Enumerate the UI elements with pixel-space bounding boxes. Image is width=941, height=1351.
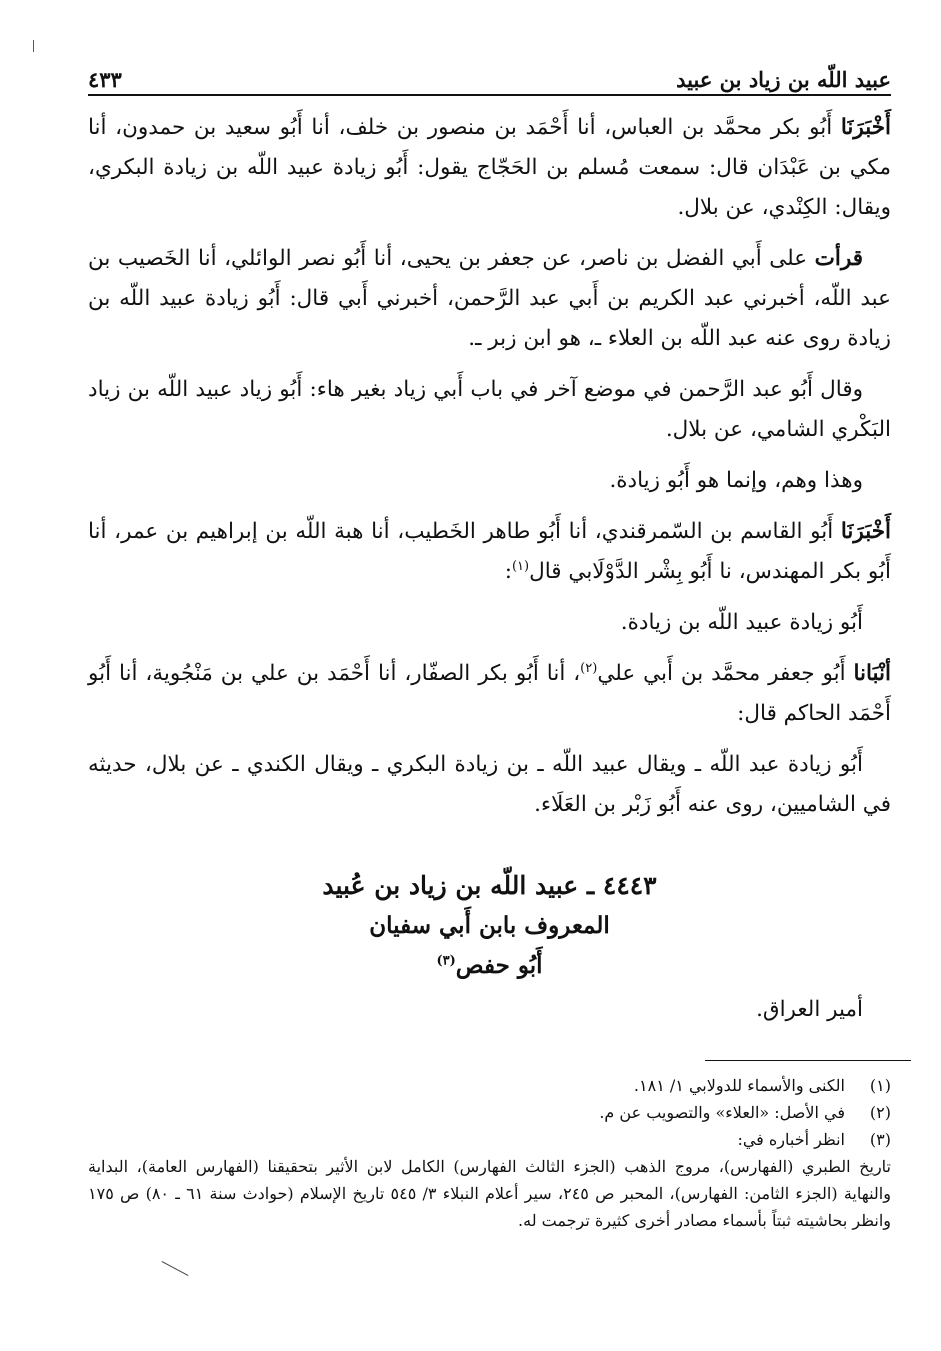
paragraph-text: أَبُو زيادة عبد اللّه ـ ويقال عبيد اللّه ـ بن زيادة البكري ـ ويقال الكندي ـ عن بلال، حديثه في الشاميين، روى عنه أَبُو زَبْر بن العَلَاء. [88,752,891,817]
paragraph-text: أَبُو القاسم بن السّمرقندي، أنا أَبُو طاهر الخَطيب، أنا هبة اللّه بن إبراهيم بن عمر، أنا أَبُو بكر المهندس، نا أَبُو بِشْر الدَّوْلَابي قال [88,519,891,584]
footnote-1 [88,1072,891,1099]
footnote-ref-1[interactable]: (١) [511,558,530,574]
footnote-rule [705,1060,911,1061]
footnote-2 [88,1099,891,1126]
margin-mark [33,40,34,52]
paragraph-2 [88,239,891,359]
paragraph-text: ، أنا أَبُو بكر الصفّار، أنا أَحْمَد بن علي بن مَنْجُوية، أنا أَبُو أَحْمَد الحاكم قال: [88,661,891,726]
footnote-text: في الأصل: «العلاء» والتصويب عن م. [599,1103,845,1122]
footnote-3 [88,1126,891,1153]
footnotes [88,1072,891,1234]
footnote-text: الكنى والأسماء للدولابي ١/ ١٨١. [633,1076,845,1095]
kunya-text: أَبُو حفص [455,952,543,979]
paragraph-1 [88,108,891,228]
running-title: عبيد اللّه بن زياد بن عبيد [676,67,891,92]
main-text [88,108,891,836]
paragraph-4 [88,461,891,501]
paragraph-text: أَبُو زيادة عبيد اللّه بن زيادة. [620,610,863,635]
header-rule [88,94,891,96]
paragraph-text: وقال أَبُو عبد الرَّحمن في موضع آخر في باب أَبي زياد بغير هاء: أَبُو زياد عبيد اللّه بن زياد البَكْري الشامي، عن بلال. [88,377,891,442]
paragraph-lead: أَخْبَرَنَا [840,519,891,544]
paragraph-lead: قرأت [814,246,863,271]
paragraph-7 [88,654,891,734]
paragraph-lead: أنْبَانا [853,661,891,686]
entry-description: أمير العراق. [756,997,863,1022]
footnote-ref-2[interactable]: (٢) [580,660,598,676]
running-header [88,58,891,92]
scan-stroke [162,1261,189,1276]
paragraph-lead: أَخْبَرَنَا [840,115,891,140]
paragraph-5 [88,512,891,592]
paragraph-end: : [504,559,512,584]
paragraph-text: أَبُو جعفر محمَّد بن أَبي علي [597,661,846,686]
footnote-3-continuation: تاريخ الطبري (الفهارس)، مروج الذهب (الجزء الثالث الفهارس) الكامل لابن الأثير بتحقيقنا (الفهارس العامة)، البداية والنهاية (الجزء الثامن: الفهارس)، المحبر ص ٢٤٥، سير أعلام النبلاء ٣/ ٥٤٥ تاريخ الإسلام (حوادث سنة ٦١ ـ ٨٠) ص ١٧٥ وانظر بحاشيته ثبتاً بأسماء مصادر أخرى كثيرة ترجمت له. [88,1157,891,1230]
footnote-number: (٢) [869,1103,891,1122]
footnote-text: انظر أخباره في: [737,1130,845,1149]
paragraph-3 [88,370,891,450]
paragraph-6 [88,603,891,643]
page-number: ٤٣٣ [88,67,122,92]
entry-title: ٤٤٤٣ ـ عبيد اللّه بن زياد بن عُبيد [322,871,657,900]
entry-subtitle: المعروف بابن أَبي سفيان [369,912,610,939]
paragraph-text: وهذا وهم، وإنما هو أَبُو زيادة. [609,468,863,493]
paragraph-text: على أَبي الفضل بن ناصر، عن جعفر بن يحيى، أنا أَبُو نصر الوائلي، أنا الخَصيب بن عبد اللّه، أخبرني عبد الكريم بن أَبي عبد الرَّحمن، أخبرني أَبي قال: أَبُو زيادة عبيد اللّه بن زيادة روى عنه عبد اللّه بن العلاء ـ، هو ابن زبر ـ. [88,246,891,351]
entry-kunya [88,946,891,986]
paragraph-8 [88,745,891,825]
footnote-number: (١) [869,1076,891,1095]
entry-heading [88,866,891,986]
paragraph-text: أَبُو بكر محمَّد بن العباس، أنا أَحْمَد بن منصور بن خلف، أنا أَبُو سعيد بن حمدون، أنا مكي بن عَبْدَان قال: سمعت مُسلم بن الحَجّاج يقول: أَبُو زيادة عبيد اللّه بن زيادة البكري، ويقال: الكِنْدي، عن بلال. [88,115,891,220]
footnote-ref-3[interactable]: (٣) [436,953,456,969]
footnote-number: (٣) [869,1130,891,1149]
entry-body [88,997,891,1022]
